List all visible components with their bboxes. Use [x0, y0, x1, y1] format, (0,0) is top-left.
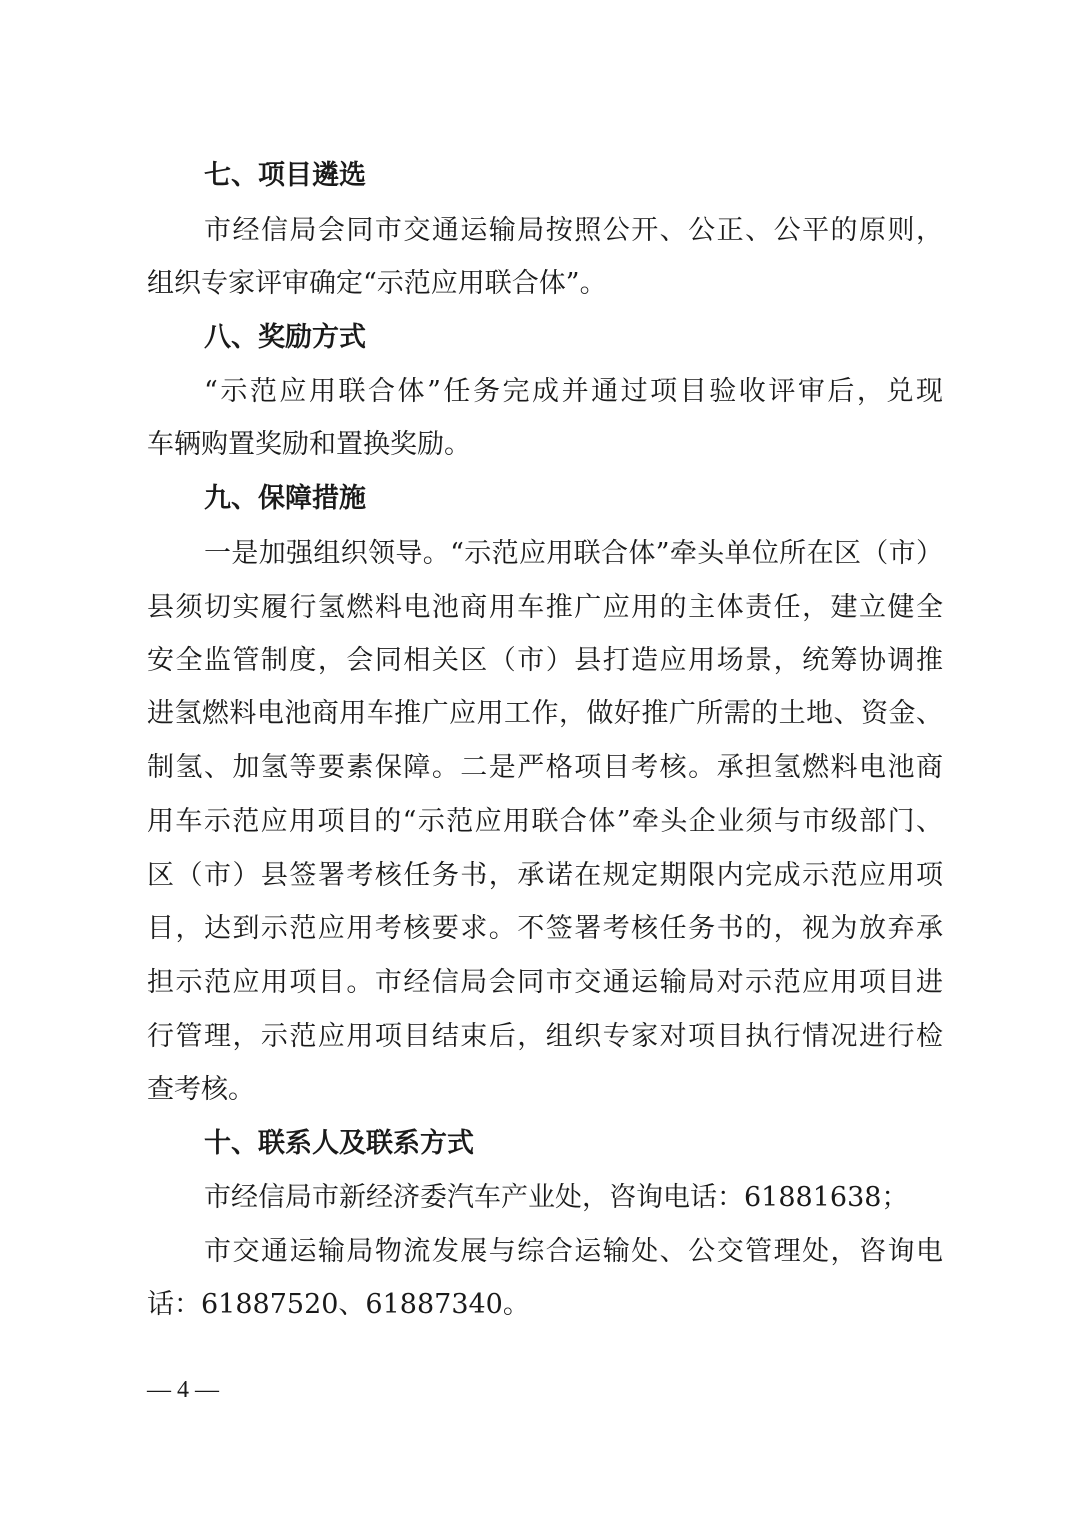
paragraph-line: 一是加强组织领导。“示范应用联合体”牵头单位所在区（市） [204, 538, 943, 569]
paragraph-line: 制氢、加氢等要素保障。二是严格项目考核。承担氢燃料电池商 [147, 752, 943, 783]
paragraph-line: 进氢燃料电池商用车推广应用工作，做好推广所需的土地、资金、 [147, 698, 943, 729]
paragraph-line: 区（市）县签署考核任务书，承诺在规定期限内完成示范应用项 [147, 860, 943, 891]
paragraph-line: 话：61887520、61887340。 [147, 1289, 530, 1320]
paragraph-line: 安全监管制度，会同相关区（市）县打造应用场景，统筹协调推 [147, 645, 943, 676]
paragraph-line: 组织专家评审确定“示范应用联合体”。 [147, 268, 607, 299]
paragraph-line: 用车示范应用项目的“示范应用联合体”牵头企业须与市级部门、 [147, 806, 943, 837]
section-heading-8: 八、奖励方式 [204, 322, 366, 353]
section-heading-10: 十、联系人及联系方式 [204, 1128, 474, 1159]
paragraph-line: 市交通运输局物流发展与综合运输处、公交管理处，咨询电 [204, 1236, 943, 1267]
paragraph-line: 查考核。 [147, 1074, 255, 1105]
paragraph-line: 担示范应用项目。市经信局会同市交通运输局对示范应用项目进 [147, 967, 943, 998]
paragraph-line: “示范应用联合体”任务完成并通过项目验收评审后，兑现 [204, 376, 943, 407]
paragraph-line: 车辆购置奖励和置换奖励。 [147, 429, 471, 460]
paragraph-line: 县须切实履行氢燃料电池商用车推广应用的主体责任，建立健全 [147, 592, 943, 623]
paragraph-line: 市经信局会同市交通运输局按照公开、公正、公平的原则， [204, 215, 943, 246]
paragraph-line: 行管理，示范应用项目结束后，组织专家对项目执行情况进行检 [147, 1021, 943, 1052]
paragraph-line: 目，达到示范应用考核要求。不签署考核任务书的，视为放弃承 [147, 913, 943, 944]
document-page [147, 0, 943, 1527]
section-heading-9: 九、保障措施 [204, 483, 366, 514]
page-number: — 4 — [147, 1377, 219, 1403]
paragraph-line: 市经信局市新经济委汽车产业处，咨询电话：61881638； [204, 1182, 909, 1213]
section-heading-7: 七、项目遴选 [204, 160, 366, 191]
